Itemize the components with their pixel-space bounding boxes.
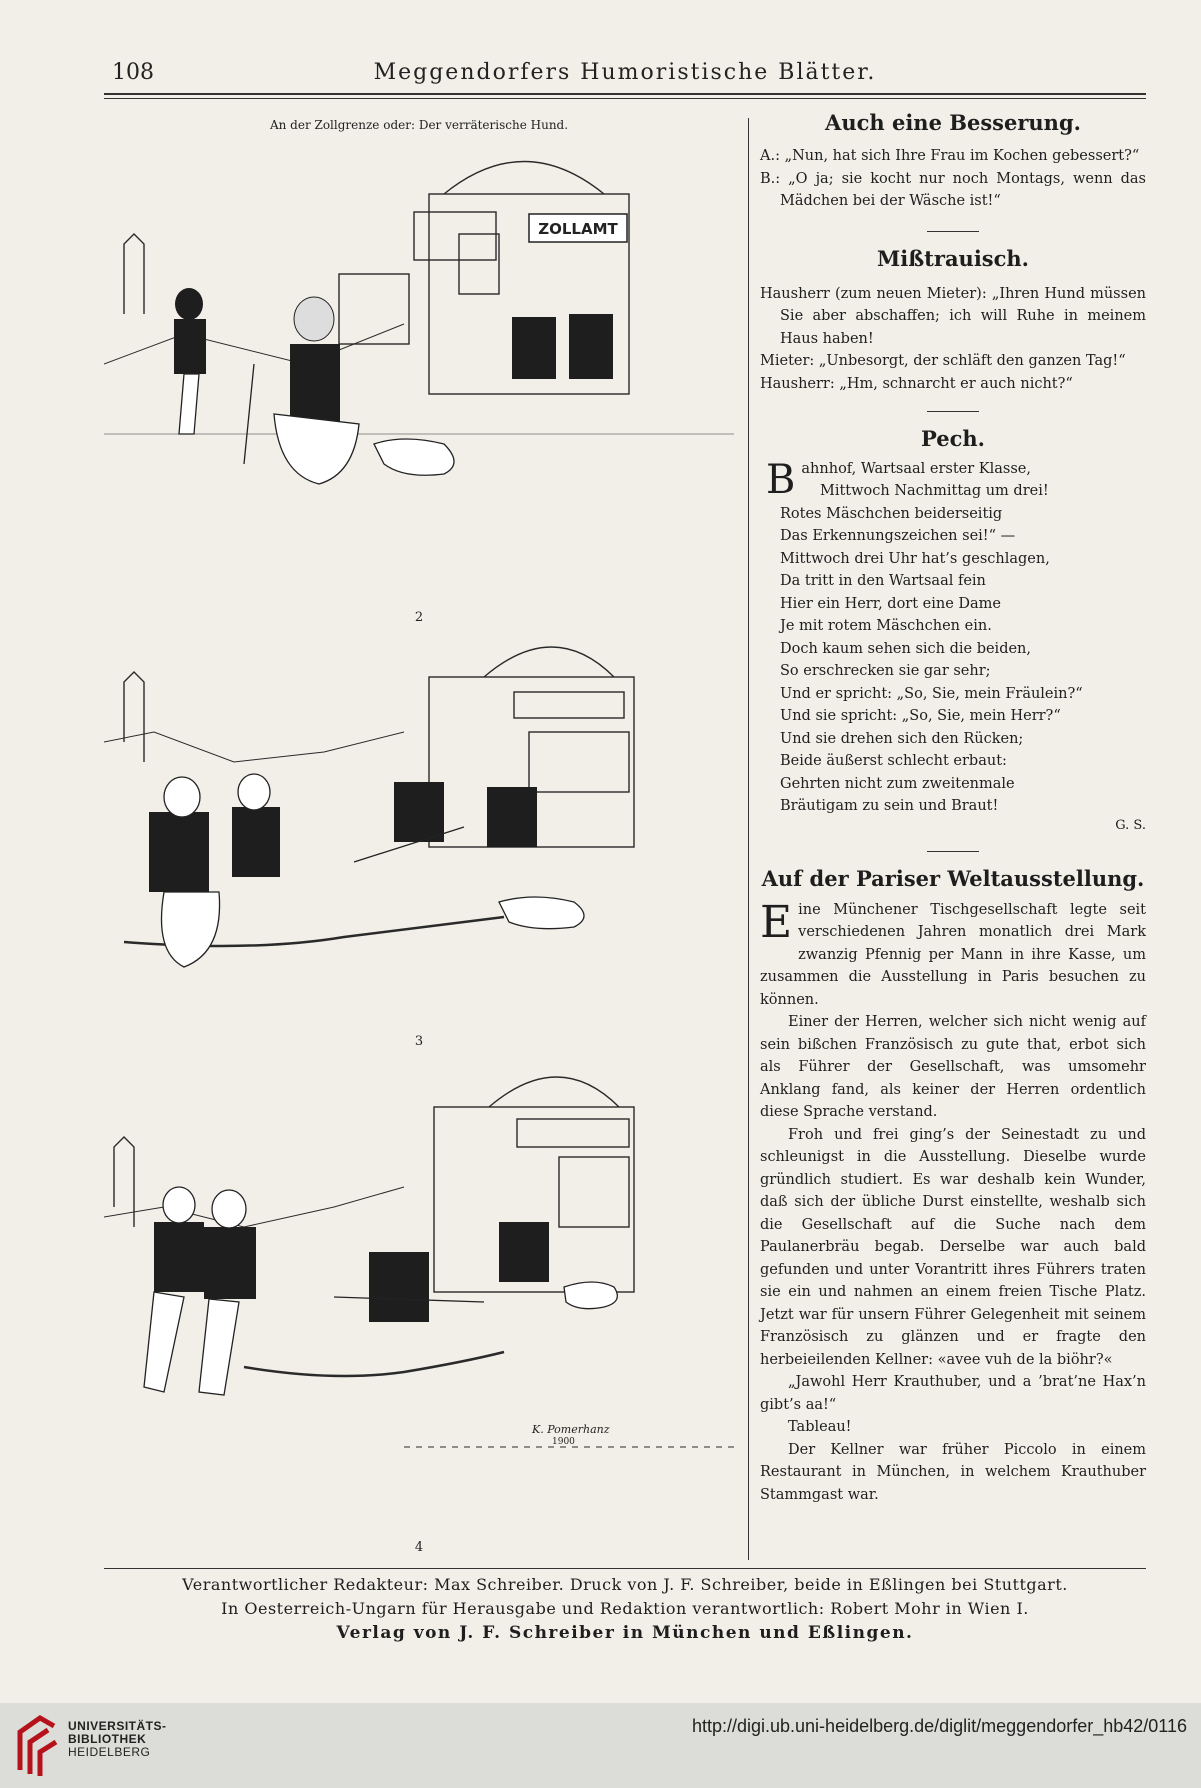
poem-line: Und er spricht: „So, Sie, mein Fräulein?“: [780, 685, 1083, 702]
permalink-url[interactable]: http://digi.ub.uni-heidelberg.de/diglit/meggendorfer_hb42/0116: [691, 1716, 1187, 1736]
panel-number: 2: [414, 610, 424, 625]
university-logo-icon: [14, 1712, 60, 1778]
paragraph: ine Münchener Tischgesellschaft legte seit verschiedenen Jahren monatlich drei Mark zwanzig Pfennig per Mann in ihre Kasse, um zusammen die Ausstellung in Paris besuchen zu können.: [760, 901, 1146, 1008]
text-column: [760, 110, 1146, 1506]
section-title: Auch eine Besserung.: [825, 110, 1081, 135]
panel-4-drawing: [104, 1057, 734, 1457]
cartoon-panel-2: [104, 134, 734, 625]
imprint: [104, 1573, 1146, 1645]
imprint-line: Verantwortlicher Redakteur: Max Schreiber. Druck von J. F. Schreiber, beide in Eßlingen bei Stuttgart.: [182, 1575, 1068, 1594]
dialogue-line: Hausherr: „Hm, schnarcht er auch nicht?“: [760, 375, 1073, 392]
poem-line: Je mit rotem Mäschchen ein.: [780, 618, 992, 635]
artist-year: 1900: [552, 1437, 575, 1447]
dialogue-line: B.: „O ja; sie kocht nur noch Montags, wenn das Mädchen bei der Wäsche ist!“: [760, 170, 1146, 210]
column-divider: [748, 118, 749, 1560]
dialogue-line: A.: „Nun, hat sich Ihre Frau im Kochen gebessert?“: [760, 148, 1140, 165]
section-title: Auf der Pariser Weltausstellung.: [761, 865, 1145, 891]
header-rule-thin: [104, 98, 1146, 99]
poem-line: Gehrten nicht zum zweitenmale: [780, 775, 1015, 792]
header-rule: [104, 93, 1146, 95]
publisher-line: Verlag von J. F. Schreiber in München und Eßlingen.: [336, 1623, 914, 1643]
author-signature: G. S.: [1115, 817, 1146, 833]
poem-line: Da tritt in den Wartsaal fein: [780, 573, 986, 590]
panel-number: 4: [414, 1540, 424, 1555]
drop-cap: B: [766, 456, 796, 503]
running-title: Meggendorfers Humoristische Blätter.: [373, 60, 877, 85]
section-title: Mißtrauisch.: [877, 245, 1029, 271]
dialogue-line: Mieter: „Unbesorgt, der schläft den ganzen Tag!“: [760, 353, 1126, 370]
poem: [760, 458, 1146, 833]
poem-line: ahnhof, Wartsaal erster Klasse,: [801, 460, 1031, 477]
poem-line: Bräutigam zu sein und Braut!: [780, 798, 999, 815]
poem-line: Mittwoch drei Uhr hat’s geschlagen,: [780, 550, 1050, 567]
panel-number: 3: [414, 1034, 424, 1049]
poem-line: Beide äußerst schlecht erbaut:: [780, 753, 1007, 770]
imprint-rule: [104, 1568, 1146, 1569]
section-title: Pech.: [921, 426, 985, 452]
artist-signature: K. Pomerhanz: [532, 1423, 610, 1436]
cartoon-column: [104, 112, 734, 1562]
page-number: 108: [112, 60, 154, 85]
poem-line: Doch kaum sehen sich die beiden,: [780, 640, 1032, 657]
panel-3-drawing: [104, 622, 734, 1002]
university-logo-text: UNIVERSITÄTS- BIBLIOTHEK HEIDELBERG: [68, 1719, 167, 1759]
paragraph: Froh und frei ging’s der Seinestadt zu und schleunigst in die Ausstellung. Dieselbe wurde gründlich studiert. Es war deshalb kein Wunder, daß sich der übliche Durst einstellte, weshalb sich die Gesellschaft auf die Suche nach dem Paulanerbräu begab. Derselbe war auch bald gefunden und unter Vorantritt ihres Führers traten sie ein und nahmen an einem freien Tische Platz. Jetzt war für unsern Führer Gelegenheit mit seinem Französisch zu glänzen und er fragte den herbeieilenden Kellner: «avee vuh de la biöhr?«: [760, 1126, 1146, 1368]
drop-cap: E: [760, 896, 793, 948]
page-header: [104, 58, 1146, 88]
poem-line: So erschrecken sie gar sehr;: [780, 663, 991, 680]
poem-line: Hier ein Herr, dort eine Dame: [780, 595, 1002, 612]
poem-line: Mittwoch Nachmittag um drei!: [820, 483, 1049, 500]
paragraph: Der Kellner war früher Piccolo in einem Restaurant in München, in welchem Krauthuber Stammgast war.: [760, 1441, 1146, 1503]
paragraph: Tableau!: [788, 1419, 852, 1436]
cartoon-panel-3: [104, 622, 734, 1049]
dialogue-line: Hausherr (zum neuen Mieter): „Ihren Hund müssen Sie aber abschaffen; ich will Ruhe in meinem Haus haben!: [760, 285, 1146, 347]
cartoon-caption: An der Zollgrenze oder: Der verräterische Hund.: [269, 118, 569, 132]
panel-2-drawing: [104, 134, 734, 604]
poem-line: Und sie drehen sich den Rücken;: [780, 730, 1024, 747]
poem-line: Rotes Mäschchen beiderseitig: [780, 505, 1003, 522]
cartoon-panel-4: [104, 1057, 734, 1457]
paragraph: „Jawohl Herr Krauthuber, und a ’brat’ne Hax’n gibt’s aa!“: [760, 1374, 1146, 1413]
paragraph: Einer der Herren, welcher sich nicht wenig auf sein bißchen Französisch zu gute that, erbot sich als Führer der Gesellschaft, was umsomehr Anklang fand, als keiner der Herren ordentlich diese Sprache verstand.: [760, 1014, 1146, 1121]
zollamt-sign: ZOLLAMT: [538, 220, 618, 238]
imprint-line: In Oesterreich-Ungarn für Herausgabe und Redaktion verantwortlich: Robert Mohr in Wien I.: [221, 1599, 1029, 1618]
poem-line: Und sie spricht: „So, Sie, mein Herr?“: [780, 708, 1061, 725]
poem-line: Das Erkennungszeichen sei!“ —: [780, 528, 1016, 545]
